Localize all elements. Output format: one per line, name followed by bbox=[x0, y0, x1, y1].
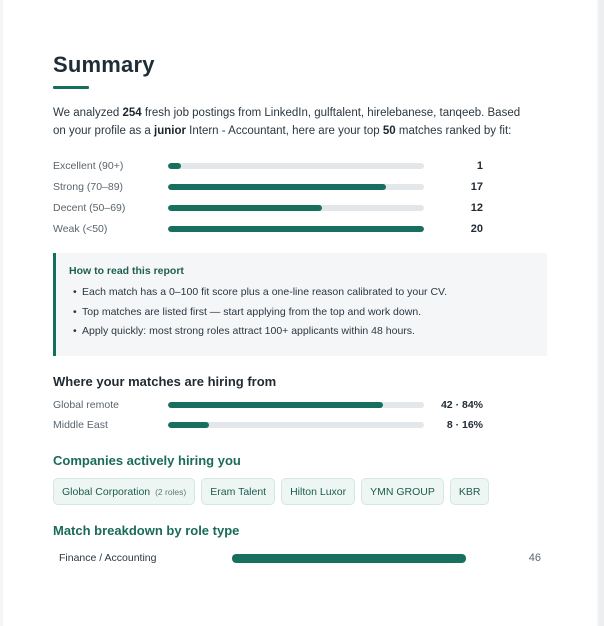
locations-bars bbox=[53, 395, 547, 435]
intro-text-4: matches ranked by fit: bbox=[395, 125, 512, 137]
fit-bar-track bbox=[168, 205, 424, 211]
fit-bar-fill bbox=[168, 163, 181, 169]
role-bar-fill bbox=[232, 554, 466, 563]
analyzed-count: 254 bbox=[122, 107, 142, 119]
how-to-item: • Top matches are listed first — start applying from the top and work down. bbox=[69, 303, 533, 323]
role-bar-track bbox=[232, 554, 466, 563]
company-name: Hilton Luxor bbox=[290, 486, 347, 498]
intro-text-2: fresh job postings from LinkedIn, gulftalent, hirelebanese, tanqeeb. Based on your profile as a bbox=[53, 107, 521, 137]
title-underline bbox=[53, 86, 89, 89]
fit-count: 20 bbox=[470, 222, 483, 235]
company-name: Global Corporation bbox=[62, 486, 151, 498]
summary-intro bbox=[53, 104, 523, 140]
role-row bbox=[53, 551, 547, 565]
location-label: Global remote bbox=[53, 399, 119, 411]
location-row bbox=[53, 395, 547, 415]
intro-text-3: Intern - Accountant, here are your top bbox=[185, 125, 383, 137]
profile-level: junior bbox=[154, 125, 186, 137]
how-to-list bbox=[69, 283, 533, 342]
fit-bar-track bbox=[168, 163, 424, 169]
location-count: 8 · 16% bbox=[446, 419, 483, 431]
fit-count: 12 bbox=[470, 201, 483, 214]
scrollbar-track[interactable] bbox=[599, 0, 604, 626]
company-chip[interactable] bbox=[201, 478, 275, 505]
how-to-item: • Apply quickly: most strong roles attract 100+ applicants within 48 hours. bbox=[69, 322, 533, 342]
report-page bbox=[3, 0, 597, 626]
fit-bar-fill bbox=[168, 226, 424, 232]
fit-count: 17 bbox=[470, 180, 483, 193]
summary-section bbox=[53, 52, 547, 565]
how-to-read-callout bbox=[53, 253, 547, 356]
how-to-title: How to read this report bbox=[69, 265, 184, 277]
fit-bar-fill bbox=[168, 184, 386, 190]
fit-bar-track bbox=[168, 226, 424, 232]
fit-bar-fill bbox=[168, 205, 322, 211]
page-title: Summary bbox=[53, 52, 155, 77]
company-chips bbox=[53, 478, 547, 505]
company-chip[interactable] bbox=[281, 478, 355, 505]
fit-row bbox=[53, 155, 547, 176]
company-chip[interactable] bbox=[450, 478, 490, 505]
roles-heading: Match breakdown by role type bbox=[53, 523, 240, 538]
company-name: KBR bbox=[458, 486, 481, 498]
intro-text-1: We analyzed bbox=[53, 107, 123, 119]
location-count: 42 · 84% bbox=[440, 399, 483, 411]
location-row bbox=[53, 415, 547, 435]
role-breakdown bbox=[53, 551, 547, 565]
fit-row bbox=[53, 218, 547, 239]
fit-count: 1 bbox=[476, 159, 483, 172]
fit-label: Decent (50–69) bbox=[53, 201, 126, 214]
companies-heading: Companies actively hiring you bbox=[53, 453, 241, 468]
fit-row bbox=[53, 197, 547, 218]
fit-label: Weak (<50) bbox=[53, 222, 108, 235]
fit-label: Excellent (90+) bbox=[53, 159, 124, 172]
role-count: 46 bbox=[528, 552, 541, 564]
fit-bar-track bbox=[168, 184, 424, 190]
company-name: YMN GROUP bbox=[370, 486, 435, 498]
locations-heading: Where your matches are hiring from bbox=[53, 374, 277, 389]
company-name: Eram Talent bbox=[210, 486, 267, 498]
location-bar-fill bbox=[168, 422, 209, 428]
top-matches-count: 50 bbox=[382, 125, 396, 137]
company-chip[interactable] bbox=[361, 478, 444, 505]
fit-row bbox=[53, 176, 547, 197]
how-to-item: • Each match has a 0–100 fit score plus a one-line reason calibrated to your CV. bbox=[69, 283, 533, 303]
location-label: Middle East bbox=[53, 419, 108, 431]
fit-distribution bbox=[53, 155, 547, 239]
location-bar-track bbox=[168, 402, 424, 408]
company-chip[interactable] bbox=[53, 478, 195, 505]
location-bar-track bbox=[168, 422, 424, 428]
location-bar-fill bbox=[168, 402, 383, 408]
company-role-count: (2 roles) bbox=[155, 487, 187, 497]
fit-label: Strong (70–89) bbox=[53, 180, 124, 193]
role-label: Finance / Accounting bbox=[59, 552, 157, 564]
